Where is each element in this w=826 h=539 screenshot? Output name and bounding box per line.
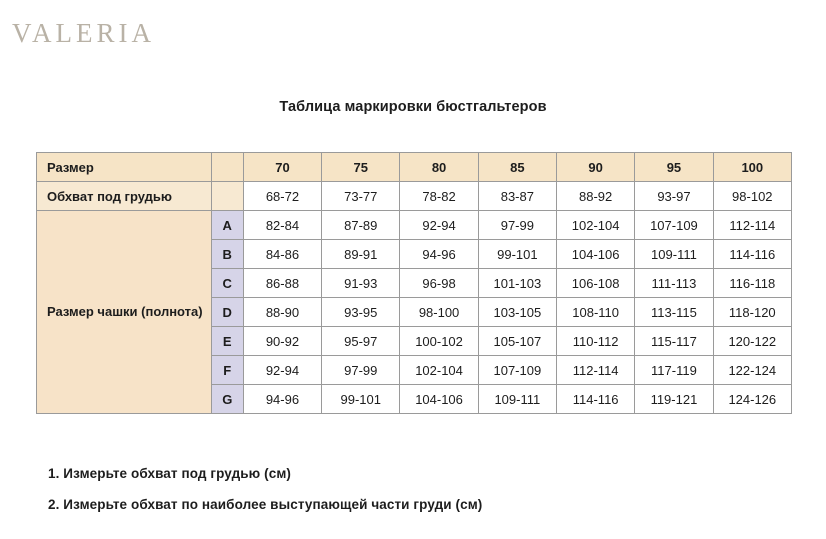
cup-f-value-80: 102-104 (400, 356, 478, 385)
cup-e-value-70: 90-92 (243, 327, 321, 356)
cup-b-value-95: 109-111 (635, 240, 713, 269)
cup-letter-b: B (211, 240, 243, 269)
cup-b-value-85: 99-101 (478, 240, 556, 269)
header-size-80: 80 (400, 153, 478, 182)
cup-e-value-100: 120-122 (713, 327, 791, 356)
cup-f-value-70: 92-94 (243, 356, 321, 385)
underbust-value-100: 98-102 (713, 182, 791, 211)
header-size-85: 85 (478, 153, 556, 182)
bra-size-table (36, 152, 792, 414)
header-size-95: 95 (635, 153, 713, 182)
underbust-value-75: 73-77 (322, 182, 400, 211)
cup-letter-c: C (211, 269, 243, 298)
cup-b-value-100: 114-116 (713, 240, 791, 269)
cup-e-value-80: 100-102 (400, 327, 478, 356)
cup-g-value-90: 114-116 (557, 385, 635, 414)
table-header-row (37, 153, 792, 182)
cup-letter-e: E (211, 327, 243, 356)
table-row-cup-a (37, 211, 792, 240)
cup-d-value-90: 108-110 (557, 298, 635, 327)
cup-c-value-70: 86-88 (243, 269, 321, 298)
cup-letter-d: D (211, 298, 243, 327)
underbust-label: Обхват под грудью (37, 182, 212, 211)
cup-d-value-95: 113-115 (635, 298, 713, 327)
cup-f-value-100: 122-124 (713, 356, 791, 385)
cup-c-value-80: 96-98 (400, 269, 478, 298)
instruction-step-1: 1. Измерьте обхват под грудью (см) (48, 466, 291, 481)
header-size-label: Размер (37, 153, 212, 182)
cup-letter-a: A (211, 211, 243, 240)
cup-d-value-70: 88-90 (243, 298, 321, 327)
cup-g-value-95: 119-121 (635, 385, 713, 414)
size-table-container (36, 152, 792, 414)
cup-a-value-80: 92-94 (400, 211, 478, 240)
header-size-70: 70 (243, 153, 321, 182)
cup-f-value-75: 97-99 (322, 356, 400, 385)
cup-a-value-85: 97-99 (478, 211, 556, 240)
table-row-underbust (37, 182, 792, 211)
cup-a-value-90: 102-104 (557, 211, 635, 240)
cup-a-value-100: 112-114 (713, 211, 791, 240)
cup-letter-f: F (211, 356, 243, 385)
cup-a-value-95: 107-109 (635, 211, 713, 240)
cup-section-label: Размер чашки (полнота) (37, 211, 212, 414)
cup-d-value-80: 98-100 (400, 298, 478, 327)
underbust-value-85: 83-87 (478, 182, 556, 211)
header-cup-blank (211, 153, 243, 182)
underbust-value-70: 68-72 (243, 182, 321, 211)
cup-d-value-75: 93-95 (322, 298, 400, 327)
cup-b-value-70: 84-86 (243, 240, 321, 269)
header-size-75: 75 (322, 153, 400, 182)
cup-g-value-70: 94-96 (243, 385, 321, 414)
underbust-value-95: 93-97 (635, 182, 713, 211)
cup-b-value-75: 89-91 (322, 240, 400, 269)
cup-c-value-95: 111-113 (635, 269, 713, 298)
cup-f-value-95: 117-119 (635, 356, 713, 385)
cup-g-value-75: 99-101 (322, 385, 400, 414)
underbust-cup-blank (211, 182, 243, 211)
cup-e-value-90: 110-112 (557, 327, 635, 356)
page-title: Таблица маркировки бюстгальтеров (279, 99, 547, 115)
cup-c-value-75: 91-93 (322, 269, 400, 298)
cup-e-value-85: 105-107 (478, 327, 556, 356)
cup-b-value-80: 94-96 (400, 240, 478, 269)
cup-f-value-85: 107-109 (478, 356, 556, 385)
cup-letter-g: G (211, 385, 243, 414)
cup-f-value-90: 112-114 (557, 356, 635, 385)
instructions (48, 466, 808, 528)
cup-g-value-80: 104-106 (400, 385, 478, 414)
underbust-value-80: 78-82 (400, 182, 478, 211)
cup-g-value-85: 109-111 (478, 385, 556, 414)
header-size-90: 90 (557, 153, 635, 182)
header-size-100: 100 (713, 153, 791, 182)
cup-c-value-85: 101-103 (478, 269, 556, 298)
cup-a-value-70: 82-84 (243, 211, 321, 240)
cup-d-value-100: 118-120 (713, 298, 791, 327)
cup-a-value-75: 87-89 (322, 211, 400, 240)
cup-b-value-90: 104-106 (557, 240, 635, 269)
brand-logo: VALERIA (12, 18, 156, 48)
cup-e-value-95: 115-117 (635, 327, 713, 356)
cup-d-value-85: 103-105 (478, 298, 556, 327)
instruction-step-2: 2. Измерьте обхват по наиболее выступающей части груди (см) (48, 497, 483, 512)
underbust-value-90: 88-92 (557, 182, 635, 211)
cup-g-value-100: 124-126 (713, 385, 791, 414)
cup-c-value-100: 116-118 (713, 269, 791, 298)
cup-e-value-75: 95-97 (322, 327, 400, 356)
cup-c-value-90: 106-108 (557, 269, 635, 298)
